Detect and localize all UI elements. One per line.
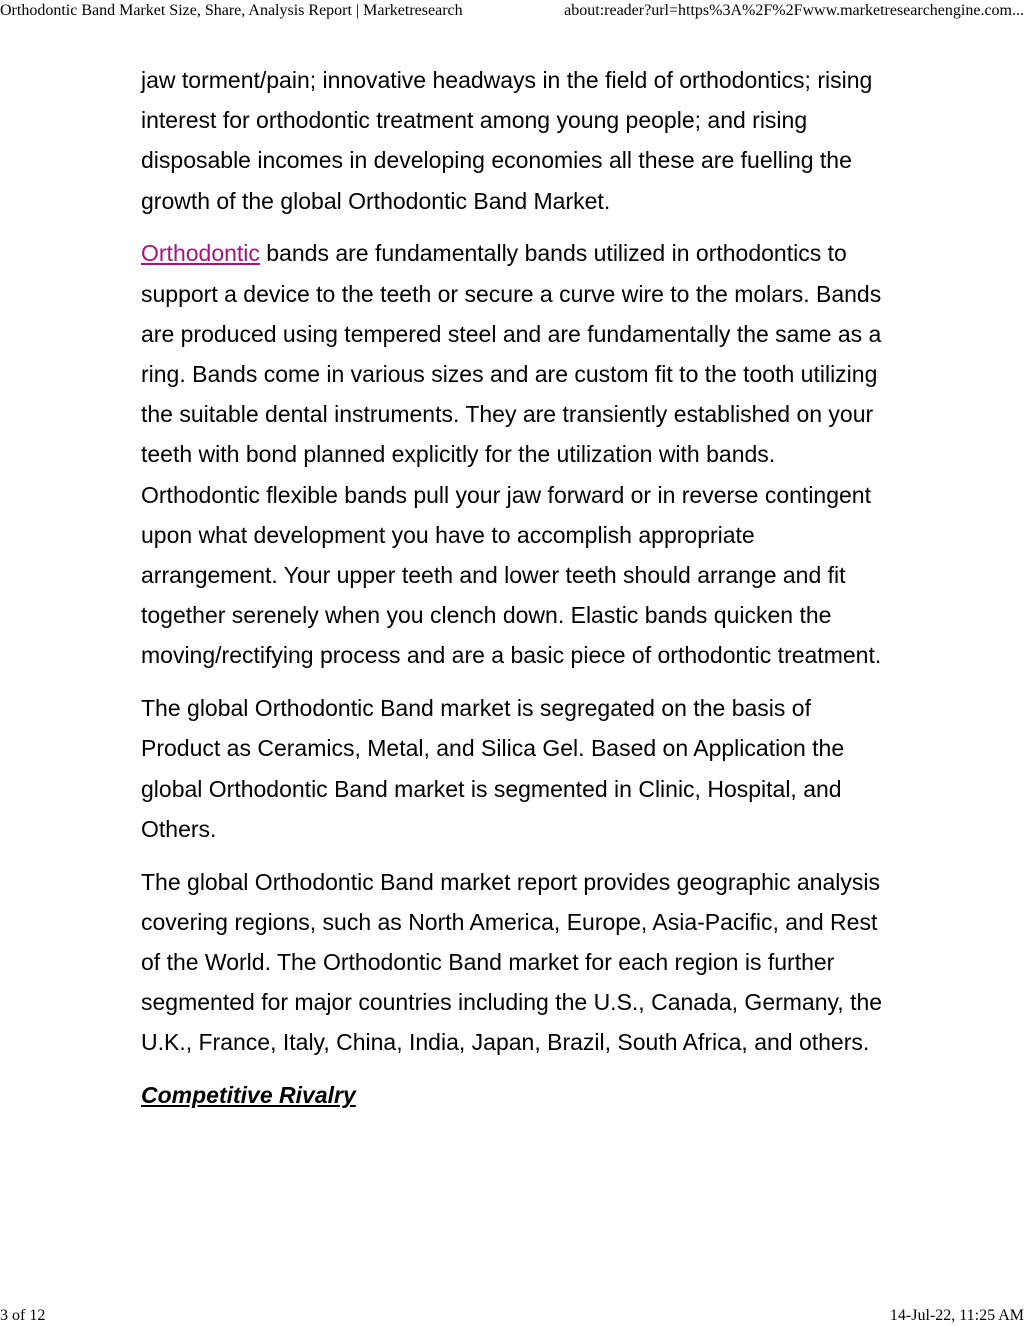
paragraph-geographic-analysis: The global Orthodontic Band market report provides geographic analysis covering regions, such as North America, Europe, Asia-Pacific, and Rest of the World. The Orthodontic Band market for each region is further segmented for major countries including the U.S., Canada, Germany, the U.K., France, Italy, China, India, Japan, Brazil, South Africa, and others. xyxy=(141,868,883,1056)
orthodontic-link[interactable]: Orthodontic xyxy=(141,240,260,267)
paragraph-band-description xyxy=(141,233,891,675)
paragraph-growth-drivers: jaw torment/pain; innovative headways in the field of orthodontics; rising interest for orthodontic treatment among young people; and rising disposable incomes in developing economies all these are fuelling the growth of the global Orthodontic Band Market. xyxy=(141,67,873,214)
footer-timestamp: 14-Jul-22, 11:25 AM xyxy=(889,1307,1024,1324)
header-url: about:reader?url=https%3A%2F%2Fwww.marketresearchengine.com... xyxy=(564,2,1024,19)
paragraph-segmentation: The global Orthodontic Band market is segregated on the basis of Product as Ceramics, Metal, and Silica Gel. Based on Application the global Orthodontic Band market is segmented in Clinic, Hospital, and Others. xyxy=(141,695,845,842)
footer-page-number: 3 of 12 xyxy=(0,1307,46,1324)
header-page-title: Orthodontic Band Market Size, Share, Analysis Report | Marketresearch xyxy=(0,2,463,19)
print-footer xyxy=(0,1306,1024,1326)
article-body xyxy=(141,60,891,1115)
section-heading-competitive-rivalry: Competitive Rivalry xyxy=(141,1082,356,1109)
print-header xyxy=(0,0,1024,24)
paragraph-band-description-text: bands are fundamentally bands utilized in orthodontics to support a device to the teeth or secure a curve wire to the molars. Bands are produced using tempered steel and are fundamentally the same as a ring. Bands come in various sizes and are custom fit to the tooth utilizing the suitable dental instruments. They are transiently established on your teeth with bond planned explicitly for the utilization with bands. Orthodontic flexible bands pull your jaw forward or in reverse contingent upon what development you have to accomplish appropriate arrangement. Your upper teeth and lower teeth should arrange and fit together serenely when you clench down. Elastic bands quicken the moving/rectifying process and are a basic piece of orthodontic treatment. xyxy=(141,240,882,669)
